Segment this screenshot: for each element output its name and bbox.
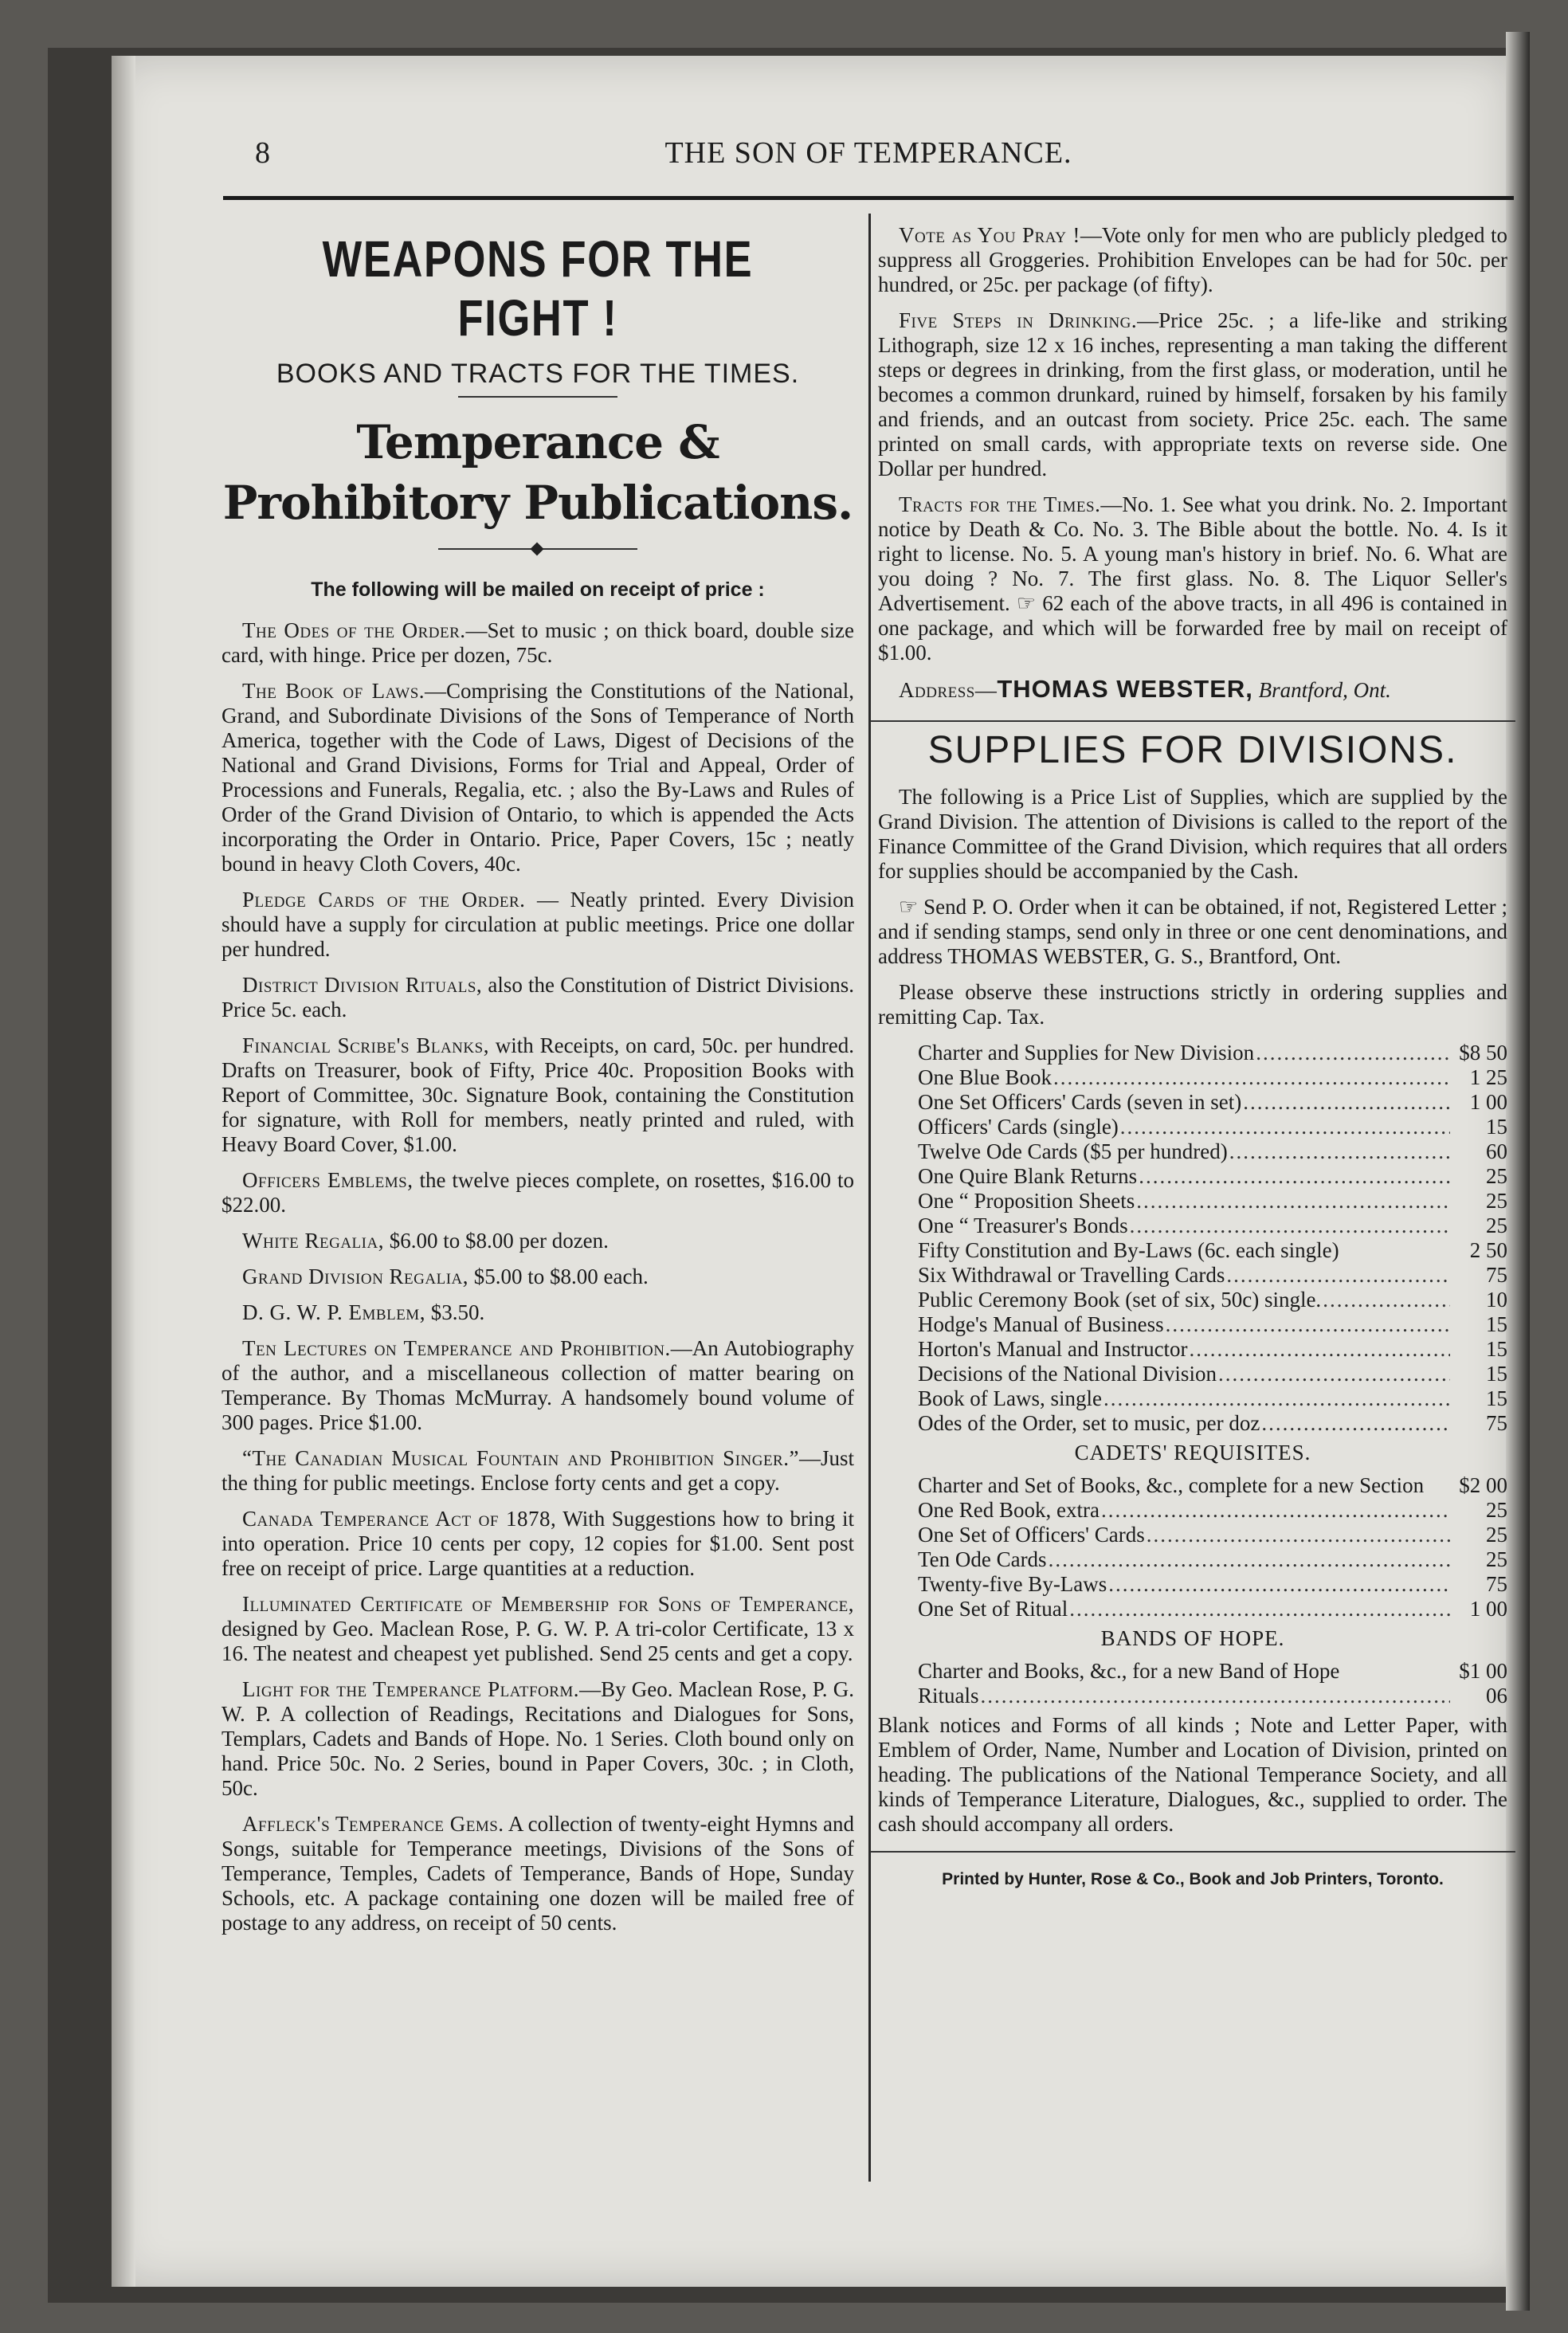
entry-certificate: Illuminated Certificate of Membership for Sons of Temperance, designed by Geo. Maclean Rose, P. G. W. P. A tri-color Certificate, 13 x 16. The neatest and cheapest yet published. Send 25 cents and get a copy. bbox=[221, 1592, 854, 1665]
price-row: One Set of Officers' Cards ..... 25 bbox=[918, 1523, 1507, 1547]
price-row: One Set of Ritual ..... 1 00 bbox=[918, 1597, 1507, 1621]
price-row: One Red Book, extra ..... 25 bbox=[918, 1498, 1507, 1523]
price-row: Officers' Cards (single) ..... 15 bbox=[918, 1115, 1507, 1139]
price-row: Twelve Ode Cards ($5 per hundred) ..... 60 bbox=[918, 1139, 1507, 1164]
address-label: Address— bbox=[899, 678, 998, 702]
entry-district-rituals: District Division Rituals, also the Constitution of District Divisions. Price 5c. each. bbox=[221, 973, 855, 1021]
page-edge bbox=[1506, 32, 1530, 2311]
entry-vote-as-you-pray: Vote as You Pray !—Vote only for men who are publicly pledged to suppress all Groggeries. Prohibition Envelopes can be had for 50c. per hundred, or 25c. per package (of fifty). bbox=[878, 223, 1508, 296]
price-row: Six Withdrawal or Travelling Cards ..... 75 bbox=[918, 1263, 1507, 1288]
price-row: Public Ceremony Book (set of six, 50c) single. ..... 10 bbox=[918, 1288, 1507, 1312]
price-row: One Blue Book ..... 1 25 bbox=[918, 1065, 1507, 1090]
price-row: One Quire Blank Returns ..... 25 bbox=[918, 1164, 1507, 1189]
supplies-instructions: Please observe these instructions strictly in ordering supplies and remitting Cap. Tax. bbox=[878, 980, 1507, 1029]
address-name: THOMAS WEBSTER, bbox=[997, 675, 1253, 703]
printer-imprint: Printed by Hunter, Rose & Co., Book and Job Printers, Toronto. bbox=[942, 1870, 1444, 1888]
entry-light-platform: Light for the Temperance Platform.—By Geo. Maclean Rose, P. G. W. P. A collection of Readings, Recitations and Dialogues for Sons, Templars, Cadets and Bands of Hope. No. 1 Series. Cloth bound only on hand. Price 50c. No. 2 Series, bound in Paper Covers, 30c. ; in Cloth, 50c. bbox=[221, 1677, 854, 1800]
header-rule bbox=[223, 196, 1514, 200]
page-spine bbox=[112, 56, 135, 2287]
left-column bbox=[221, 223, 854, 1947]
ornament-rule bbox=[438, 544, 637, 554]
entry-financial-blanks: Financial Scribe's Blanks, with Receipts, on card, 50c. per hundred. Drafts on Treasurer, book of Fifty, Price 40c. Proposition Books with Report of Committee, 30c. Signature Book, containing the Constitution for signature, with Roll for members, neatly printed and ruled, with Heavy Board Cover, $1.00. bbox=[221, 1033, 854, 1156]
entry-officers-emblems: Officers Emblems, the twelve pieces complete, on rosettes, $16.00 to $22.00. bbox=[221, 1168, 854, 1217]
running-title: THE SON OF TEMPERANCE. bbox=[664, 136, 1072, 170]
page-number: 8 bbox=[255, 136, 270, 170]
price-row: One Set Officers' Cards (seven in set) ..... 1 00 bbox=[918, 1090, 1507, 1115]
entry-affleck-gems: Affleck's Temperance Gems. A collection of twenty-eight Hymns and Songs, suitable for Temperance meetings, Divisions of the Sons of Temperance, Temples, Cadets of Temperance, Bands of Hope, Sunday Schools, etc. A package containing one dozen will be mailed free of postage to any address, on receipt of 50 cents. bbox=[221, 1812, 854, 1935]
price-row: Charter and Supplies for New Division ..... $8 50 bbox=[918, 1041, 1507, 1065]
price-row: Charter and Set of Books, &c., complete for a new Section $2 00 bbox=[918, 1473, 1507, 1497]
price-row: Charter and Books, &c., for a new Band of Hope $1 00 bbox=[918, 1659, 1507, 1683]
entry-odes: The Odes of the Order.—Set to music ; on thick board, double size card, with hinge. Price per dozen, 75c. bbox=[221, 618, 854, 667]
entry-five-steps: Five Steps in Drinking.—Price 25c. ; a life-like and striking Lithograph, size 12 x 16 inches, representing a man taking the different steps or degrees in drinking, from the first glass, or moderation, until he becomes a common drunkard, ruined by himself, forsaken by his family and friends, and an outcast from society. Price 25c. each. The same printed on small cards, with appropriate texts on reverse side. One Dollar per hundred. bbox=[878, 308, 1508, 480]
price-row: Fifty Constitution and By-Laws (6c. each single) 2 50 bbox=[918, 1238, 1507, 1262]
headline: WEAPONS FOR THE FIGHT ! bbox=[322, 230, 754, 347]
price-row: One “ Treasurer's Bonds ..... 25 bbox=[918, 1214, 1507, 1238]
entry-white-regalia: White Regalia, $6.00 to $8.00 per dozen. bbox=[242, 1229, 609, 1253]
entry-temperance-act: Canada Temperance Act of 1878, With Suggestions how to bring it into operation. Price 10 cents per copy, 12 copies for $1.00. Sent post free on receipt of price. Large quantities at a reduction. bbox=[221, 1507, 854, 1580]
closing-paragraph: Blank notices and Forms of all kinds ; Note and Letter Paper, with Emblem of Order, Name, Number and Location of Division, printed on heading. The publications of the National Temperance Society, and all kinds of Temperance Literature, Dialogues, &c., supplied to order. The cash should accompany all orders. bbox=[878, 1713, 1507, 1836]
price-row: Odes of the Order, set to music, per doz ..... 75 bbox=[918, 1411, 1507, 1436]
subheadline-rule bbox=[458, 396, 617, 398]
address-place: Brantford, Ont. bbox=[1252, 678, 1391, 702]
entry-grand-regalia: Grand Division Regalia, $5.00 to $8.00 each. bbox=[242, 1265, 649, 1288]
gothic-title: Temperance & Prohibitory Publications. bbox=[222, 415, 853, 530]
price-row: Book of Laws, single ..... 15 bbox=[918, 1386, 1507, 1411]
supplies-title: SUPPLIES FOR DIVISIONS. bbox=[927, 729, 1458, 771]
column-divider bbox=[868, 214, 871, 2182]
right-column bbox=[878, 223, 1507, 1892]
cadets-heading: CADETS' REQUISITES. bbox=[1074, 1441, 1311, 1464]
mailed-note: The following will be mailed on receipt of price : bbox=[311, 578, 765, 601]
subheadline: BOOKS AND TRACTS FOR THE TIMES. bbox=[276, 359, 800, 389]
entry-ten-lectures: Ten Lectures on Temperance and Prohibition.—An Autobiography of the author, and a miscellaneous collection of matter bearing on Temperance. By Thomas McMurray. A handsomely bound volume of 300 pages. Price $1.00. bbox=[221, 1336, 854, 1434]
entry-musical-fountain: “The Canadian Musical Fountain and Prohibition Singer.”—Just the thing for public meetings. Enclose forty cents and get a copy. bbox=[221, 1446, 854, 1495]
supplies-order-note: ☞ Send P. O. Order when it can be obtained, if not, Registered Letter ; and if sending stamps, send only in three or one cent denominations, and address THOMAS WEBSTER, G. S., Brantford, Ont. bbox=[878, 895, 1507, 968]
price-row: Decisions of the National Division ..... 15 bbox=[918, 1362, 1507, 1386]
entry-tracts: Tracts for the Times.—No. 1. See what you drink. No. 2. Important notice by Death & Co. No. 3. The Bible about the bottle. No. 4. Is it right to license. No. 5. A young man's history in brief. No. 6. What are you doing ? No. 7. The first glass. No. 8. The Liquor Seller's Advertisement. ☞ 62 each of the above tracts, in all 496 is contained in one package, and which will be forwarded free by mail on receipt of $1.00. bbox=[878, 492, 1507, 665]
price-row: Twenty-five By-Laws ..... 75 bbox=[918, 1572, 1507, 1597]
price-row: Horton's Manual and Instructor ..... 15 bbox=[918, 1337, 1507, 1362]
section-rule bbox=[870, 720, 1515, 722]
price-row: One “ Proposition Sheets ..... 25 bbox=[918, 1189, 1507, 1214]
address-line bbox=[878, 676, 1507, 703]
price-row: Hodge's Manual of Business ..... 15 bbox=[918, 1312, 1507, 1337]
entry-dgwp-emblem: D. G. W. P. Emblem, $3.50. bbox=[242, 1300, 485, 1324]
supplies-intro: The following is a Price List of Supplies, which are supplied by the Grand Division. The attention of Divisions is called to the report of the Finance Committee of the Grand Division, which requires that all orders for supplies should be accompanied by the Cash. bbox=[878, 785, 1507, 883]
entry-book-of-laws: The Book of Laws.—Comprising the Constitutions of the National, Grand, and Subordinate Divisions of the Sons of Temperance of North America, together with the Code of Laws, Digest of Decisions of the National and Grand Divisions, Forms for Trial and Appeal, Order of Processions and Funerals, Regalia, etc. ; also the By-Laws and Rules of Order of the Grand Division of Ontario, to which is appended the Acts incorporating the Order in Ontario. Price, Paper Covers, 15c ; neatly bound in heavy Cloth Covers, 40c. bbox=[221, 679, 854, 876]
diamond-icon bbox=[531, 543, 544, 556]
bands-heading: BANDS OF HOPE. bbox=[1100, 1626, 1285, 1650]
price-list bbox=[918, 1041, 1507, 1708]
footer-rule bbox=[870, 1851, 1515, 1853]
entry-pledge-cards: Pledge Cards of the Order. — Neatly printed. Every Division should have a supply for circulation at public meetings. Price one dollar per hundred. bbox=[221, 888, 854, 961]
price-row: Rituals ..... 06 bbox=[918, 1684, 1507, 1708]
price-row: Ten Ode Cards ..... 25 bbox=[918, 1547, 1507, 1572]
page-header bbox=[223, 135, 1514, 183]
